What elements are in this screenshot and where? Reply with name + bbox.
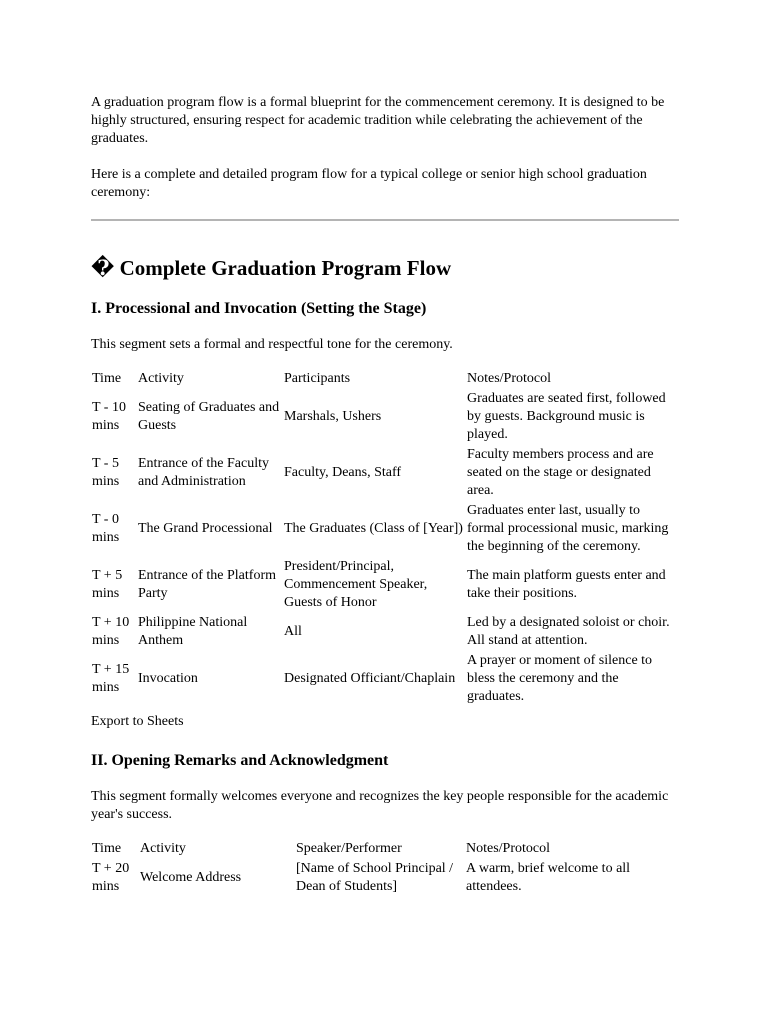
- main-title-text: Complete Graduation Program Flow: [119, 256, 452, 280]
- participants-cell: All: [284, 624, 302, 639]
- section-2-title: II. Opening Remarks and Acknowledgment: [91, 752, 389, 769]
- notes-cell: Led by a designated soloist or choir. All stand at attention.: [467, 615, 670, 648]
- table-row: [91, 652, 679, 708]
- header-notes: Notes/Protocol: [467, 371, 551, 386]
- participants-cell: President/Principal, Commencement Speaker, Guests of Honor: [284, 559, 428, 610]
- section-2-table: [91, 840, 679, 898]
- section-1-description: This segment sets a formal and respectful tone for the ceremony.: [91, 337, 453, 352]
- document-content: [91, 94, 679, 898]
- time-cell: T + 10 mins: [92, 615, 130, 648]
- activity-cell: Philippine National Anthem: [138, 615, 248, 648]
- time-cell: T - 0 mins: [92, 512, 120, 545]
- table-row: [91, 502, 679, 558]
- table-header-row: [91, 370, 679, 390]
- activity-cell: Entrance of the Faculty and Administration: [138, 456, 270, 489]
- header-participants: Participants: [284, 371, 351, 386]
- table-row: [91, 390, 679, 446]
- intro-paragraph-2: Here is a complete and detailed program flow for a typical college or senior high school graduation ceremony:: [91, 167, 647, 200]
- time-cell: T + 5 mins: [92, 568, 123, 601]
- activity-cell: Entrance of the Platform Party: [138, 568, 277, 601]
- header-notes: Notes/Protocol: [466, 841, 550, 856]
- time-cell: T - 10 mins: [92, 400, 126, 433]
- participants-cell: Faculty, Deans, Staff: [284, 465, 402, 480]
- header-speaker: Speaker/Performer: [296, 841, 402, 856]
- notes-cell: A prayer or moment of silence to bless the ceremony and the graduates.: [467, 653, 653, 704]
- header-activity: Activity: [138, 371, 184, 386]
- notes-cell: Graduates are seated first, followed by guests. Background music is played.: [467, 391, 666, 442]
- main-title: [91, 255, 679, 281]
- table-header-row: [91, 840, 679, 860]
- notes-cell: Graduates enter last, usually to formal processional music, marking the beginning of the ceremony.: [467, 503, 669, 554]
- speaker-cell: [Name of School Principal / Dean of Students]: [296, 861, 454, 894]
- time-cell: T + 20 mins: [92, 861, 130, 894]
- export-to-sheets-link[interactable]: Export to Sheets: [91, 714, 184, 729]
- section-2-description: This segment formally welcomes everyone and recognizes the key people responsible for the academic year's success.: [91, 789, 669, 822]
- activity-cell: Invocation: [138, 671, 198, 686]
- section-1-table: [91, 370, 679, 708]
- participants-cell: Marshals, Ushers: [284, 409, 382, 424]
- time-cell: T + 15 mins: [92, 662, 130, 695]
- notes-cell: The main platform guests enter and take their positions.: [467, 568, 666, 601]
- time-cell: T - 5 mins: [92, 456, 120, 489]
- notes-cell: A warm, brief welcome to all attendees.: [466, 861, 631, 894]
- table-row: [91, 558, 679, 614]
- activity-cell: The Grand Processional: [138, 521, 273, 536]
- participants-cell: Designated Officiant/Chaplain: [284, 671, 456, 686]
- notes-cell: Faculty members process and are seated on the stage or designated area.: [467, 447, 654, 498]
- intro-paragraph-1: A graduation program flow is a formal blueprint for the commencement ceremony. It is designed to be highly structured, ensuring respect for academic tradition while celebrating the achievement of the graduates.: [91, 95, 665, 146]
- table-row: [91, 446, 679, 502]
- participants-cell: The Graduates (Class of [Year]): [284, 521, 463, 536]
- horizontal-divider: [91, 219, 679, 221]
- activity-cell: Seating of Graduates and Guests: [138, 400, 280, 433]
- missing-glyph-icon: �: [91, 256, 115, 280]
- header-time: Time: [92, 371, 122, 386]
- table-row: [91, 860, 679, 898]
- table-row: [91, 614, 679, 652]
- header-time: Time: [92, 841, 122, 856]
- section-1-title: I. Processional and Invocation (Setting the Stage): [91, 300, 427, 317]
- header-activity: Activity: [140, 841, 186, 856]
- activity-cell: Welcome Address: [140, 870, 242, 885]
